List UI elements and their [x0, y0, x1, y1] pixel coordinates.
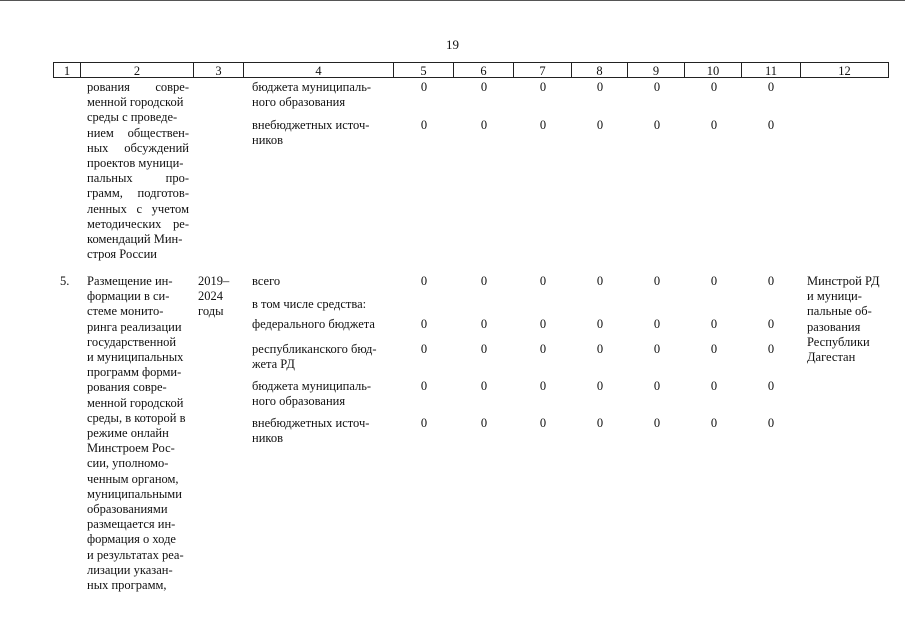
source-label-line: бюджета муниципаль- [252, 80, 372, 94]
description-line: менной городской [87, 395, 184, 410]
value-cell: 0 [596, 379, 604, 393]
responsible-line: разования [807, 319, 861, 334]
source-label-line: ников [252, 133, 283, 148]
header-cell-7: 7 [513, 62, 571, 78]
value-cell: 0 [420, 80, 428, 94]
item5-responsible [807, 274, 887, 365]
value-cell: 0 [710, 118, 718, 132]
value-cell: 0 [710, 379, 718, 393]
value-cell: 0 [539, 80, 547, 94]
header-cell-1: 1 [53, 62, 80, 78]
value-cell: 0 [539, 379, 547, 393]
description-line: среды, в которой в [87, 410, 186, 425]
description-line: режиме онлайн [87, 426, 169, 441]
value-cell: 0 [767, 80, 775, 94]
source-label-line: внебюджетных источ- [252, 118, 370, 132]
source-label-line: ного образования [252, 95, 346, 110]
header-cell-8: 8 [571, 62, 627, 78]
value-cell: 0 [480, 274, 488, 288]
description-line: стеме монито- [87, 304, 164, 319]
value-cell: 0 [653, 274, 661, 288]
description-line: комендаций Мин- [87, 232, 183, 247]
value-cell: 0 [420, 317, 428, 331]
source-label-line: внебюджетных источ- [252, 416, 370, 430]
value-cell: 0 [596, 317, 604, 331]
description-line: и муниципальных [87, 350, 184, 365]
description-line: менной городской [87, 95, 184, 110]
description-line: формация о ходе [87, 532, 176, 547]
description-line: муниципальными [87, 486, 182, 501]
description-line: строя России [87, 247, 157, 262]
value-cell: 0 [480, 118, 488, 132]
description-word: обществен- [127, 125, 189, 140]
description-line: сии, уполномо- [87, 456, 169, 471]
description-line: ных программ, [87, 578, 167, 593]
value-cell: 0 [596, 274, 604, 288]
responsible-line: и муници- [807, 289, 862, 304]
value-cell: 0 [420, 118, 428, 132]
value-cell: 0 [539, 274, 547, 288]
description-word: методических [87, 216, 162, 231]
value-cell: 0 [767, 342, 775, 356]
description-word: про- [165, 171, 189, 186]
value-cell: 0 [539, 317, 547, 331]
period-line: 2024 [198, 289, 223, 304]
item5-source-republican [252, 342, 392, 372]
value-cell: 0 [420, 342, 428, 356]
header-cell-10: 10 [684, 62, 741, 78]
continued-source-extrabudget [252, 118, 390, 148]
header-cell-5: 5 [393, 62, 453, 78]
source-label-line: ного образования [252, 394, 346, 409]
value-cell: 0 [480, 342, 488, 356]
header-cell-6: 6 [453, 62, 513, 78]
value-cell: 0 [539, 118, 547, 132]
value-cell: 0 [767, 379, 775, 393]
value-cell: 0 [596, 416, 604, 430]
responsible-line: пальные об- [807, 304, 872, 319]
value-cell: 0 [653, 118, 661, 132]
description-line: государственной [87, 334, 177, 349]
description-line: размещается ин- [87, 517, 176, 532]
description-line: рования совре- [87, 380, 167, 395]
value-cell: 0 [596, 342, 604, 356]
value-cell: 0 [710, 274, 718, 288]
description-word: совре- [155, 80, 189, 94]
item5-description [87, 274, 189, 593]
header-cell-9: 9 [627, 62, 684, 78]
description-line: среды с проведе- [87, 110, 178, 125]
header-cell-12: 12 [800, 62, 889, 78]
description-line: Минстроем Рос- [87, 441, 175, 456]
description-word: рования [87, 80, 130, 94]
value-cell: 0 [420, 379, 428, 393]
description-line: образованиями [87, 502, 168, 517]
description-line: лизации указан- [87, 562, 173, 577]
value-cell: 0 [653, 342, 661, 356]
description-word: нием [87, 125, 114, 140]
period-line: 2019– [198, 274, 230, 288]
responsible-line: Минстрой РД [807, 274, 880, 288]
item5-period [198, 274, 240, 320]
value-cell: 0 [710, 416, 718, 430]
value-cell: 0 [480, 80, 488, 94]
description-line: проектов муници- [87, 156, 184, 171]
item5-including-label: в том числе средства: [252, 297, 367, 311]
description-word: пальных [87, 171, 133, 186]
value-cell: 0 [420, 416, 428, 430]
description-line: ченным органом, [87, 471, 179, 486]
value-cell: 0 [480, 317, 488, 331]
page-top-edge [0, 0, 905, 1]
description-line: ринга реализации [87, 319, 182, 334]
responsible-line: Республики [807, 334, 870, 349]
description-word: грамм, [87, 186, 123, 201]
header-cell-4: 4 [243, 62, 393, 78]
description-word: учетом [151, 201, 189, 216]
description-word: подготов- [137, 186, 189, 201]
source-label-line: ников [252, 431, 283, 446]
description-word: ных [87, 140, 109, 155]
source-label-line: жета РД [252, 357, 295, 372]
value-cell: 0 [539, 342, 547, 356]
description-word: обсуждений [124, 140, 189, 155]
description-word: Размещение ин- [87, 274, 173, 288]
item5-source-federal [252, 317, 392, 332]
description-line: формации в си- [87, 289, 170, 304]
continued-source-municipal [252, 80, 390, 110]
value-cell: 0 [767, 416, 775, 430]
value-cell: 0 [767, 118, 775, 132]
value-cell: 0 [767, 317, 775, 331]
value-cell: 0 [767, 274, 775, 288]
header-cell-2: 2 [80, 62, 193, 78]
period-line: годы [198, 304, 224, 319]
source-label-line: республиканского бюд- [252, 342, 377, 356]
source-label-line: бюджета муниципаль- [252, 379, 372, 393]
page-number: 19 [446, 37, 459, 52]
continued-description [87, 80, 189, 262]
value-cell: 0 [420, 274, 428, 288]
description-word: ре- [173, 216, 189, 231]
item5-total-label: всего [252, 274, 281, 288]
source-label-line: федерального бюджета [252, 317, 375, 331]
value-cell: 0 [710, 317, 718, 331]
value-cell: 0 [653, 416, 661, 430]
value-cell: 0 [710, 342, 718, 356]
value-cell: 0 [539, 416, 547, 430]
header-cell-3: 3 [193, 62, 243, 78]
value-cell: 0 [710, 80, 718, 94]
description-line: программ форми- [87, 365, 182, 380]
value-cell: 0 [596, 80, 604, 94]
value-cell: 0 [653, 379, 661, 393]
item5-source-municipal [252, 379, 392, 409]
description-word: ленных [87, 201, 127, 216]
value-cell: 0 [480, 379, 488, 393]
value-cell: 0 [480, 416, 488, 430]
item-number: 5. [60, 274, 70, 288]
description-word: с [136, 201, 143, 216]
description-line: и результатах реа- [87, 547, 184, 562]
value-cell: 0 [653, 317, 661, 331]
responsible-line: Дагестан [807, 350, 856, 365]
value-cell: 0 [653, 80, 661, 94]
value-cell: 0 [596, 118, 604, 132]
header-cell-11: 11 [741, 62, 800, 78]
item5-source-extrabudget [252, 416, 392, 446]
